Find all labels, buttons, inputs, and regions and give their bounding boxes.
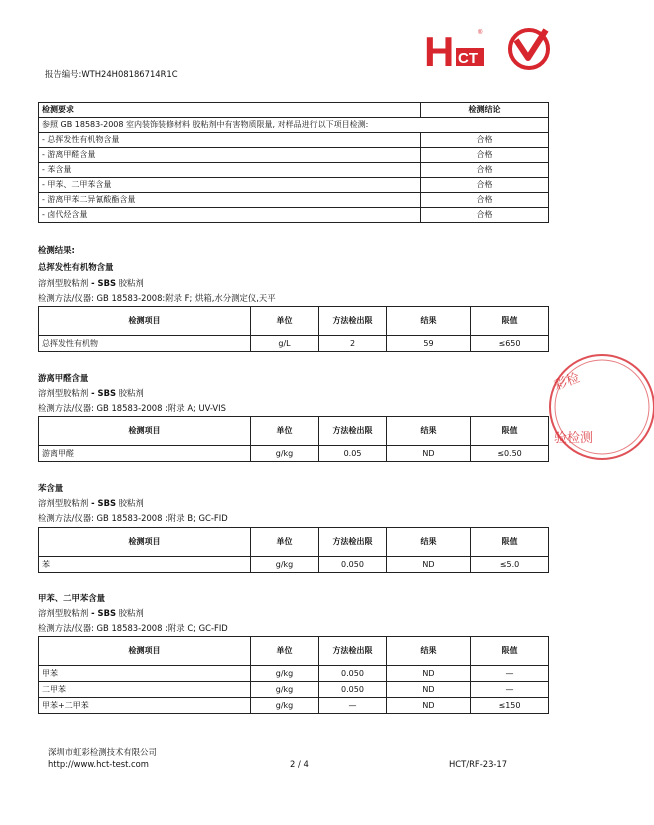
requirement-item: - 苯含量 — [39, 163, 421, 178]
col-header-result: 结果 — [387, 528, 471, 557]
svg-text:彩检: 彩检 — [552, 370, 582, 394]
requirement-result: 合格 — [421, 193, 549, 208]
subtitle-bold: - SBS — [88, 388, 117, 398]
col-header-item: 检测项目 — [39, 417, 251, 446]
table-row — [39, 133, 549, 148]
footer-doc-code: HCT/RF-23-17 — [449, 759, 508, 769]
cell-limit: — — [471, 666, 549, 682]
col-header-limit: 限值 — [471, 417, 549, 446]
table-row — [39, 682, 549, 698]
col-header-mdl: 方法检出限 — [319, 307, 387, 336]
section-subtitle — [38, 277, 144, 289]
table-row — [39, 193, 549, 208]
section-title: 总挥发性有机物含量 — [38, 262, 114, 272]
results-heading: 检测结果: — [38, 245, 75, 255]
requirement-item: - 游离甲苯二异氰酸酯含量 — [39, 193, 421, 208]
results-table — [38, 416, 549, 462]
svg-text:®: ® — [478, 30, 483, 36]
requirement-result: 合格 — [421, 178, 549, 193]
cell-limit: ≤0.50 — [471, 446, 549, 462]
requirement-item: - 总挥发性有机物含量 — [39, 133, 421, 148]
section-method: 检测方法/仪器: GB 18583-2008 :附录 B; GC-FID — [38, 513, 228, 523]
requirements-header: 检测要求 — [39, 103, 421, 118]
cell-unit: g/kg — [251, 682, 319, 698]
cell-item: 苯 — [39, 557, 251, 573]
cell-result: ND — [387, 682, 471, 698]
requirement-result: 合格 — [421, 208, 549, 223]
table-row — [39, 148, 549, 163]
col-header-mdl: 方法检出限 — [319, 528, 387, 557]
cell-unit: g/kg — [251, 666, 319, 682]
col-header-mdl: 方法检出限 — [319, 417, 387, 446]
cell-mdl: 0.05 — [319, 446, 387, 462]
check-circle-logo-icon — [506, 26, 552, 72]
cell-result: 59 — [387, 336, 471, 352]
hct-logo — [424, 26, 484, 75]
results-table — [38, 636, 549, 714]
cell-unit: g/kg — [251, 698, 319, 714]
subtitle-prefix: 溶剂型胶粘剂 — [38, 608, 89, 618]
requirement-result: 合格 — [421, 148, 549, 163]
table-row — [39, 178, 549, 193]
cell-item: 游离甲醛 — [39, 446, 251, 462]
table-row — [39, 163, 549, 178]
cell-result: ND — [387, 446, 471, 462]
subtitle-prefix: 溶剂型胶粘剂 — [38, 388, 89, 398]
cell-item: 二甲苯 — [39, 682, 251, 698]
subtitle-suffix: 胶粘剂 — [116, 388, 144, 398]
cell-result: ND — [387, 557, 471, 573]
col-header-result: 结果 — [387, 417, 471, 446]
footer-company: 深圳市虹彩检测技术有限公司 — [48, 747, 157, 757]
col-header-mdl: 方法检出限 — [319, 637, 387, 666]
requirement-item: - 游离甲醛含量 — [39, 148, 421, 163]
cell-item: 甲苯+二甲苯 — [39, 698, 251, 714]
subtitle-prefix: 溶剂型胶粘剂 — [38, 498, 89, 508]
section-subtitle — [38, 387, 144, 399]
subtitle-bold: - SBS — [88, 608, 117, 618]
cell-result: ND — [387, 666, 471, 682]
section-title: 甲苯、二甲苯含量 — [38, 593, 105, 603]
cell-result: ND — [387, 698, 471, 714]
table-row — [39, 208, 549, 223]
cell-mdl: 0.050 — [319, 557, 387, 573]
report-number-label: 报告编号: — [45, 69, 82, 79]
requirement-result: 合格 — [421, 133, 549, 148]
subtitle-prefix: 溶剂型胶粘剂 — [38, 278, 89, 288]
report-number-value: WTH24H08186714R1C — [81, 69, 178, 79]
col-header-unit: 单位 — [251, 307, 319, 336]
requirement-item: - 甲苯、二甲苯含量 — [39, 178, 421, 193]
section-method: 检测方法/仪器: GB 18583-2008 :附录 A; UV-VIS — [38, 403, 226, 413]
cell-item: 甲苯 — [39, 666, 251, 682]
table-row — [39, 666, 549, 682]
subtitle-bold: - SBS — [88, 278, 117, 288]
requirement-result: 合格 — [421, 163, 549, 178]
col-header-limit: 限值 — [471, 307, 549, 336]
cell-unit: g/kg — [251, 557, 319, 573]
conclusion-header: 检测结论 — [421, 103, 549, 118]
col-header-unit: 单位 — [251, 637, 319, 666]
requirements-table — [38, 102, 549, 223]
col-header-result: 结果 — [387, 637, 471, 666]
table-row — [39, 446, 549, 462]
footer-website[interactable]: http://www.hct-test.com — [48, 759, 149, 769]
col-header-result: 结果 — [387, 307, 471, 336]
svg-text:CT: CT — [458, 50, 478, 67]
section-title: 苯含量 — [38, 483, 64, 493]
cell-unit: g/kg — [251, 446, 319, 462]
col-header-limit: 限值 — [471, 528, 549, 557]
subtitle-suffix: 胶粘剂 — [116, 278, 144, 288]
cell-mdl: 2 — [319, 336, 387, 352]
col-header-item: 检测项目 — [39, 637, 251, 666]
cell-unit: g/L — [251, 336, 319, 352]
results-table — [38, 306, 549, 352]
section-method: 检测方法/仪器: GB 18583-2008:附录 F; 烘箱,水分测定仪,天平 — [38, 293, 276, 303]
col-header-item: 检测项目 — [39, 528, 251, 557]
col-header-limit: 限值 — [471, 637, 549, 666]
col-header-unit: 单位 — [251, 528, 319, 557]
cell-limit: — — [471, 682, 549, 698]
cell-mdl: 0.050 — [319, 666, 387, 682]
results-table — [38, 527, 549, 573]
requirements-intro: 参照 GB 18583-2008 室内装饰装修材料 胶粘剂中有害物质限量, 对样品进行以下项目检测: — [39, 118, 549, 133]
cell-mdl: 0.050 — [319, 682, 387, 698]
col-header-unit: 单位 — [251, 417, 319, 446]
svg-text:H: H — [424, 28, 455, 75]
inspection-seal-stamp — [544, 350, 594, 465]
table-row — [39, 698, 549, 714]
footer-page-number: 2 / 4 — [290, 759, 309, 769]
section-subtitle — [38, 607, 144, 619]
cell-item: 总挥发性有机物 — [39, 336, 251, 352]
subtitle-suffix: 胶粘剂 — [116, 498, 144, 508]
cell-limit: ≤150 — [471, 698, 549, 714]
section-method: 检测方法/仪器: GB 18583-2008 :附录 C; GC-FID — [38, 623, 228, 633]
table-row — [39, 557, 549, 573]
subtitle-suffix: 胶粘剂 — [116, 608, 144, 618]
svg-text:验检测: 验检测 — [554, 431, 594, 446]
requirement-item: - 卤代烃含量 — [39, 208, 421, 223]
col-header-item: 检测项目 — [39, 307, 251, 336]
cell-mdl: — — [319, 698, 387, 714]
section-subtitle — [38, 497, 144, 509]
report-number — [45, 68, 178, 80]
subtitle-bold: - SBS — [88, 498, 117, 508]
table-row — [39, 336, 549, 352]
cell-limit: ≤650 — [471, 336, 549, 352]
cell-limit: ≤5.0 — [471, 557, 549, 573]
section-title: 游离甲醛含量 — [38, 373, 89, 383]
